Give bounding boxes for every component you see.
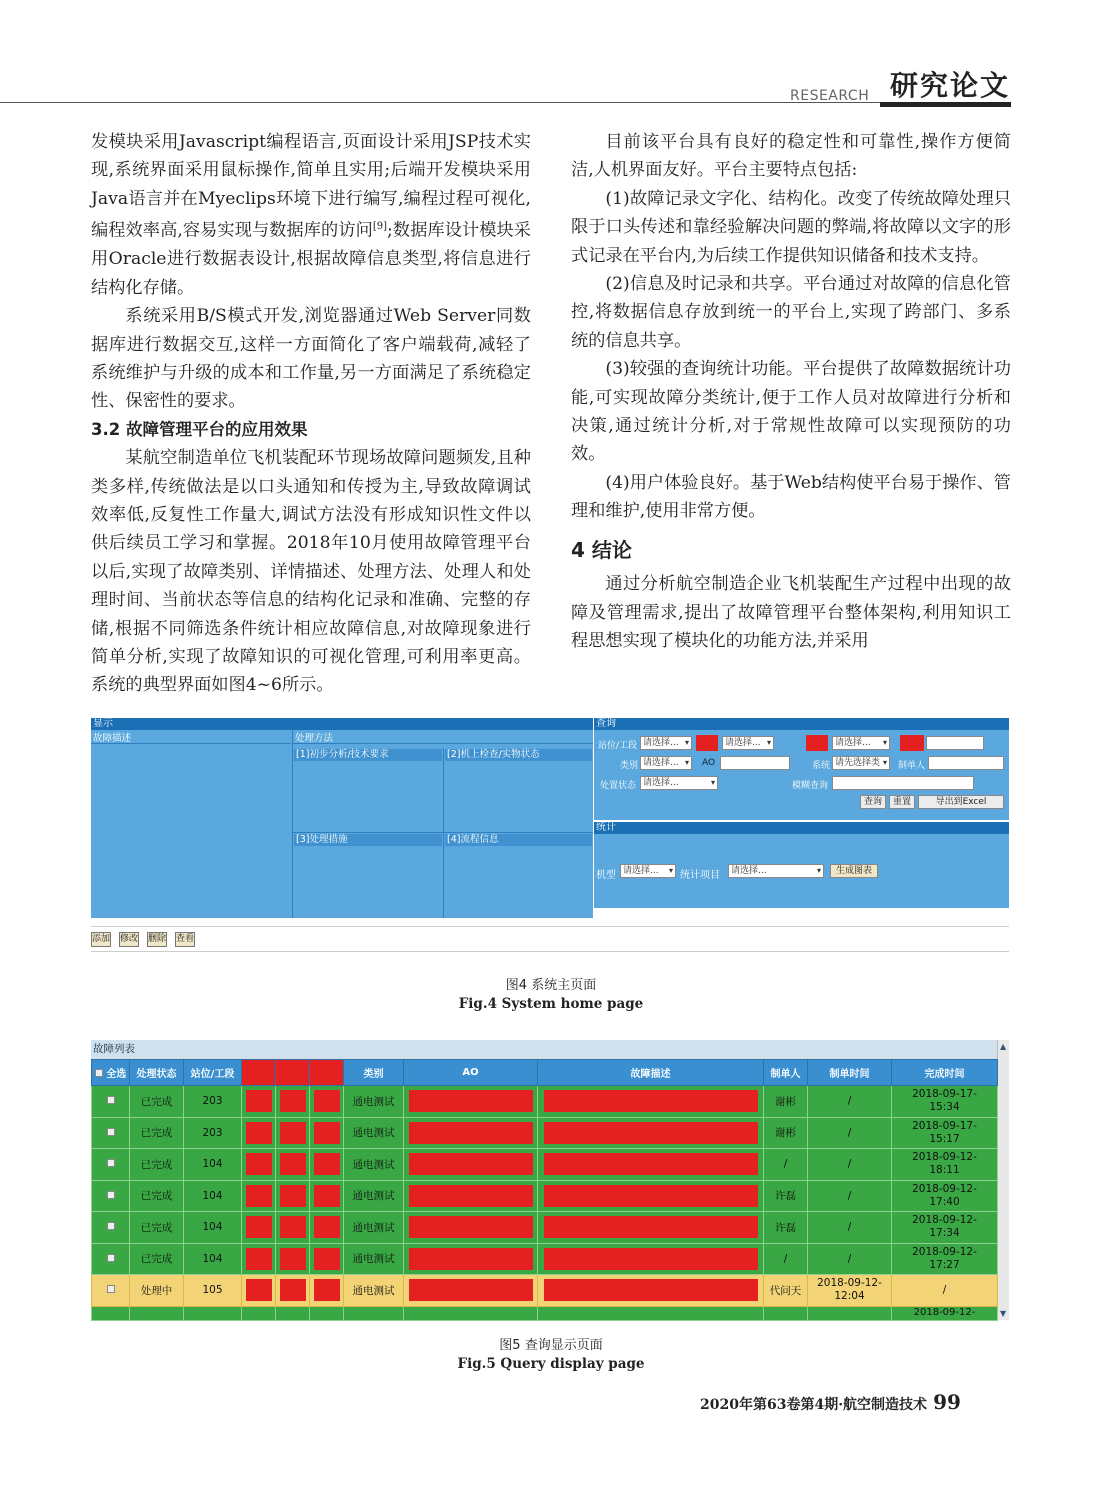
redacted-block (696, 735, 718, 751)
action-bar (91, 926, 1009, 952)
redacted-cell (242, 1180, 276, 1212)
redacted-cell (242, 1117, 276, 1149)
row-checkbox[interactable] (92, 1180, 130, 1212)
redacted-cell (242, 1243, 276, 1275)
edit-button[interactable]: 修改 (119, 932, 139, 947)
reset-button[interactable]: 重置 (889, 795, 915, 809)
row-done-time: 2018-09-12- (892, 1306, 998, 1320)
redacted-cell (538, 1275, 764, 1307)
ao-label: AO (702, 758, 716, 768)
right-paragraph-5: (4)用户体验良好。基于Web结构使平台易于操作、管理和维护,使用非常方便。 (571, 472, 1011, 522)
redacted-cell (242, 1149, 276, 1181)
col-category[interactable]: 类别 (344, 1060, 404, 1086)
redacted-cell (404, 1149, 538, 1181)
row-maker: 许磊 (764, 1180, 808, 1212)
col-done-time[interactable]: 完成时间 (892, 1060, 998, 1086)
redacted-cell (404, 1117, 538, 1149)
method-sub-3[interactable]: [3]处理措施 (294, 834, 442, 846)
redacted-cell (310, 1243, 344, 1275)
row-done-time: / (892, 1275, 998, 1307)
col-make-time[interactable]: 制单时间 (808, 1060, 892, 1086)
station-input[interactable] (926, 736, 984, 750)
redacted-cell (242, 1086, 276, 1118)
row-category: 通电测试 (344, 1117, 404, 1149)
redacted-cell (310, 1086, 344, 1118)
system-select[interactable]: 请先选择类 ▾ (832, 756, 890, 770)
stat-item-select[interactable]: 请选择... ▾ (728, 864, 824, 878)
row-station: 105 (184, 1275, 242, 1307)
redacted-cell (310, 1180, 344, 1212)
fault-description-label: 故障描述 (91, 730, 291, 744)
display-panel (91, 718, 593, 918)
stat-panel (594, 822, 1009, 908)
table-row[interactable] (92, 1117, 998, 1149)
row-category: 通电测试 (344, 1212, 404, 1244)
redacted-cell (276, 1149, 310, 1181)
row-done-time: 2018-09-12- 17:34 (892, 1212, 998, 1244)
row-status: 已完成 (130, 1212, 184, 1244)
right-paragraph-1: 目前该平台具有良好的稳定性和可靠性,操作方便简洁,人机界面友好。平台主要特点包括: (571, 132, 1011, 181)
row-checkbox[interactable] (92, 1275, 130, 1307)
row-maker: 许磊 (764, 1212, 808, 1244)
redacted-cell (404, 1275, 538, 1307)
redacted-cell (310, 1212, 344, 1244)
row-station: 104 (184, 1149, 242, 1181)
row-station: 203 (184, 1086, 242, 1118)
row-category: 通电测试 (344, 1086, 404, 1118)
row-station: 104 (184, 1180, 242, 1212)
redacted-cell (538, 1212, 764, 1244)
maker-input[interactable] (928, 756, 1004, 770)
row-make-time: / (808, 1086, 892, 1118)
row-maker: 谢彬 (764, 1117, 808, 1149)
table-row[interactable] (92, 1180, 998, 1212)
redacted-cell (310, 1275, 344, 1307)
display-panel-header: 显示 (91, 718, 593, 730)
redacted-cell (538, 1117, 764, 1149)
redacted-cell (538, 1086, 764, 1118)
row-done-time: 2018-09-12- 17:40 (892, 1180, 998, 1212)
delete-button[interactable]: 删除 (147, 932, 167, 947)
figure-4-screenshot (91, 718, 1009, 952)
page-footer (700, 1390, 961, 1414)
right-paragraph-3: (2)信息及时记录和共享。平台通过对故障的信息化管控,将数据信息存放到统一的平台上,实现了跨部门、多系统的信息共享。 (571, 274, 1011, 351)
row-station: 203 (184, 1117, 242, 1149)
redacted-cell (276, 1117, 310, 1149)
row-status: 已完成 (130, 1117, 184, 1149)
category-select[interactable]: 请选择... ▾ (640, 756, 692, 770)
fault-list-title: 故障列表 (91, 1040, 997, 1058)
select-all-header[interactable]: 全选 (92, 1060, 130, 1086)
redacted-cell (404, 1243, 538, 1275)
left-paragraph-1: 发模块采用Javascript编程语言,页面设计采用JSP技术实现,系统界面采用鼠标操作,简单且实用;后端开发模块采用Java语言并在Myeclips环境下进行编写,编程过程可视化,编程效率高,容易实现与数据库的访问[9];数据库设计模块采用Oracle进行数据表设计,根据故障信息类型,将信息进行结构化存储。 (91, 132, 531, 298)
row-make-time: / (808, 1180, 892, 1212)
add-button[interactable]: 添加 (91, 932, 111, 947)
redacted-cell (276, 1212, 310, 1244)
row-category: 通电测试 (344, 1149, 404, 1181)
redacted-cell (538, 1149, 764, 1181)
header-research: RESEARCH (790, 88, 870, 104)
status-label: 处置状态 (600, 781, 637, 791)
system-label: 系统 (812, 761, 831, 771)
row-checkbox[interactable] (92, 1212, 130, 1244)
redacted-cell (538, 1180, 764, 1212)
row-status: 已完成 (130, 1180, 184, 1212)
row-maker: / (764, 1243, 808, 1275)
divider (443, 748, 444, 918)
row-station: 104 (184, 1243, 242, 1275)
table-header-row (92, 1060, 998, 1086)
row-checkbox[interactable] (92, 1243, 130, 1275)
left-paragraph-3: 某航空制造单位飞机装配环节现场故障问题频发,且种类多样,传统做法是以口头通知和传授为主,导致故障调试效率低,反复性工作量大,调试方法没有形成知识性文件以供后续员工学习和掌握。2018年10月使用故障管理平台以后,实现了故障类别、详情描述、处理方法、处理人和处理时间、当前状态等信息的结构化记录和准确、完整的存储,根据不同筛选条件统计相应故障信息,对故障现象进行简单分析,实现了故障知识的可视化管理,可利用率更高。系统的典型界面如图4~6所示。 (91, 448, 531, 696)
row-category: 通电测试 (344, 1275, 404, 1307)
status-select[interactable]: 请选择... ▾ (640, 776, 718, 790)
row-status: 已完成 (130, 1086, 184, 1118)
export-excel-button[interactable]: 导出到Excel (918, 795, 1004, 809)
query-button[interactable]: 查询 (860, 795, 886, 809)
redacted-cell (276, 1243, 310, 1275)
row-status: 处理中 (130, 1275, 184, 1307)
divider (292, 730, 293, 918)
row-make-time: / (808, 1243, 892, 1275)
row-status: 已完成 (130, 1243, 184, 1275)
row-category: 通电测试 (344, 1243, 404, 1275)
journal-info: 2020年第63卷第4期·航空制造技术 (700, 1397, 928, 1413)
model-label: 机型 (596, 870, 616, 881)
header-title: 研究论文 (890, 69, 1011, 102)
redacted-cell (404, 1086, 538, 1118)
view-button[interactable]: 查看 (175, 932, 195, 947)
row-maker: 谢彬 (764, 1086, 808, 1118)
figure-4-caption-en: Fig.4 System home page (458, 996, 644, 1012)
row-status: 已完成 (130, 1149, 184, 1181)
table-row[interactable] (92, 1149, 998, 1181)
col-redacted (276, 1060, 310, 1086)
right-paragraph-2: (1)故障记录文字化、结构化。改变了传统故障处理只限于口头传述和靠经验解决问题的弊端,将故障以文字的形式记录在平台内,为后续工作提供知识储备和技术支持。 (571, 188, 1011, 266)
method-sub-4[interactable]: [4]流程信息 (445, 834, 592, 846)
station-label: 站位/工段 (598, 741, 638, 751)
col-redacted (310, 1060, 344, 1086)
fuzzy-label: 模糊查询 (792, 781, 829, 791)
page-number: 99 (933, 1390, 961, 1414)
row-station: 104 (184, 1212, 242, 1244)
figure-4-caption-cn: 图4 系统主页面 (505, 978, 597, 993)
stat-item-label: 统计项目 (680, 870, 720, 881)
col-ao[interactable]: AO (404, 1060, 538, 1086)
redacted-cell (538, 1243, 764, 1275)
row-category: 通电测试 (344, 1180, 404, 1212)
row-maker: / (764, 1149, 808, 1181)
query-panel-header: 查询 (594, 718, 1009, 730)
row-make-time: / (808, 1149, 892, 1181)
header-bar (880, 102, 1011, 107)
col-redacted (242, 1060, 276, 1086)
table-row[interactable] (92, 1086, 998, 1118)
row-done-time: 2018-09-17- 15:17 (892, 1117, 998, 1149)
scroll-down-icon[interactable]: ▼ (1000, 1309, 1007, 1318)
header-rule (0, 102, 880, 103)
col-status[interactable]: 处理状态 (130, 1060, 184, 1086)
row-checkbox[interactable] (92, 1086, 130, 1118)
row-make-time: / (808, 1117, 892, 1149)
ao-input[interactable] (720, 756, 790, 770)
station-select[interactable]: 请选择... ▾ (640, 736, 692, 750)
figure-5-caption-en: Fig.5 Query display page (457, 1356, 645, 1372)
scroll-up-icon[interactable]: ▲ (1000, 1042, 1007, 1051)
section-3-2-heading: 3.2 故障管理平台的应用效果 (91, 419, 308, 439)
right-column (571, 128, 1011, 655)
col-description[interactable]: 故障描述 (538, 1060, 764, 1086)
station-select-3[interactable]: 请选择... ▾ (832, 736, 890, 750)
row-checkbox[interactable] (92, 1149, 130, 1181)
category-label: 类别 (620, 761, 639, 771)
row-done-time: 2018-09-12- 18:11 (892, 1149, 998, 1181)
redacted-cell (276, 1086, 310, 1118)
redacted-cell (242, 1212, 276, 1244)
stat-panel-header: 统计 (594, 822, 1009, 834)
table-row[interactable] (92, 1306, 998, 1320)
row-done-time: 2018-09-12- 17:27 (892, 1243, 998, 1275)
section-4-heading: 4 结论 (571, 537, 632, 562)
row-done-time: 2018-09-17- 15:34 (892, 1086, 998, 1118)
maker-label: 制单人 (898, 761, 926, 771)
figure-5-screenshot (91, 1040, 1009, 1320)
method-sub-1[interactable]: [1]初步分析/技术要求 (294, 749, 442, 761)
redacted-cell (242, 1275, 276, 1307)
divider (293, 832, 593, 833)
query-panel (594, 718, 1009, 820)
redacted-cell (276, 1275, 310, 1307)
redacted-block (900, 735, 924, 751)
fault-table (91, 1059, 998, 1321)
redacted-cell (404, 1180, 538, 1212)
redacted-cell (276, 1180, 310, 1212)
method-label: 处理方法 (293, 730, 593, 744)
redacted-cell (404, 1212, 538, 1244)
page-header (0, 60, 1102, 110)
col-maker[interactable]: 制单人 (764, 1060, 808, 1086)
left-paragraph-2: 系统采用B/S模式开发,浏览器通过Web Server同数据库进行数据交互,这样一方面简化了客户端载荷,减轻了系统维护与升级的成本和工作量,另一方面满足了系统稳定性、保密性的要求。 (91, 306, 531, 412)
row-make-time: 2018-09-12- 12:04 (808, 1275, 892, 1307)
redacted-cell (310, 1117, 344, 1149)
redacted-cell (310, 1149, 344, 1181)
col-station[interactable]: 站位/工段 (184, 1060, 242, 1086)
select-all-checkbox[interactable] (95, 1069, 103, 1077)
right-paragraph-6: 通过分析航空制造企业飞机装配生产过程中出现的故障及管理需求,提出了故障管理平台整体架构,利用知识工程思想实现了模块化的功能方法,并采用 (571, 574, 1011, 651)
row-maker: 代问天 (764, 1275, 808, 1307)
row-make-time: / (808, 1212, 892, 1244)
left-column (91, 128, 531, 700)
table-row[interactable] (92, 1243, 998, 1275)
table-row[interactable] (92, 1275, 998, 1307)
scrollbar[interactable] (997, 1040, 1009, 1320)
station-select-2[interactable]: 请选择... ▾ (722, 736, 774, 750)
fuzzy-input[interactable] (832, 776, 974, 790)
row-checkbox[interactable] (92, 1117, 130, 1149)
figure-5-caption-cn: 图5 查询显示页面 (499, 1338, 603, 1353)
generate-chart-button[interactable]: 生成图表 (830, 864, 878, 878)
right-paragraph-4: (3)较强的查询统计功能。平台提供了故障数据统计功能,可实现故障分类统计,便于工作人员对故障进行分析和决策,通过统计分析,对于常规性故障可以实现预防的功效。 (571, 359, 1011, 465)
table-row[interactable] (92, 1212, 998, 1244)
redacted-block (806, 735, 828, 751)
method-sub-2[interactable]: [2]机上检查/实物状态 (445, 749, 592, 761)
model-select[interactable]: 请选择... ▾ (620, 864, 676, 878)
